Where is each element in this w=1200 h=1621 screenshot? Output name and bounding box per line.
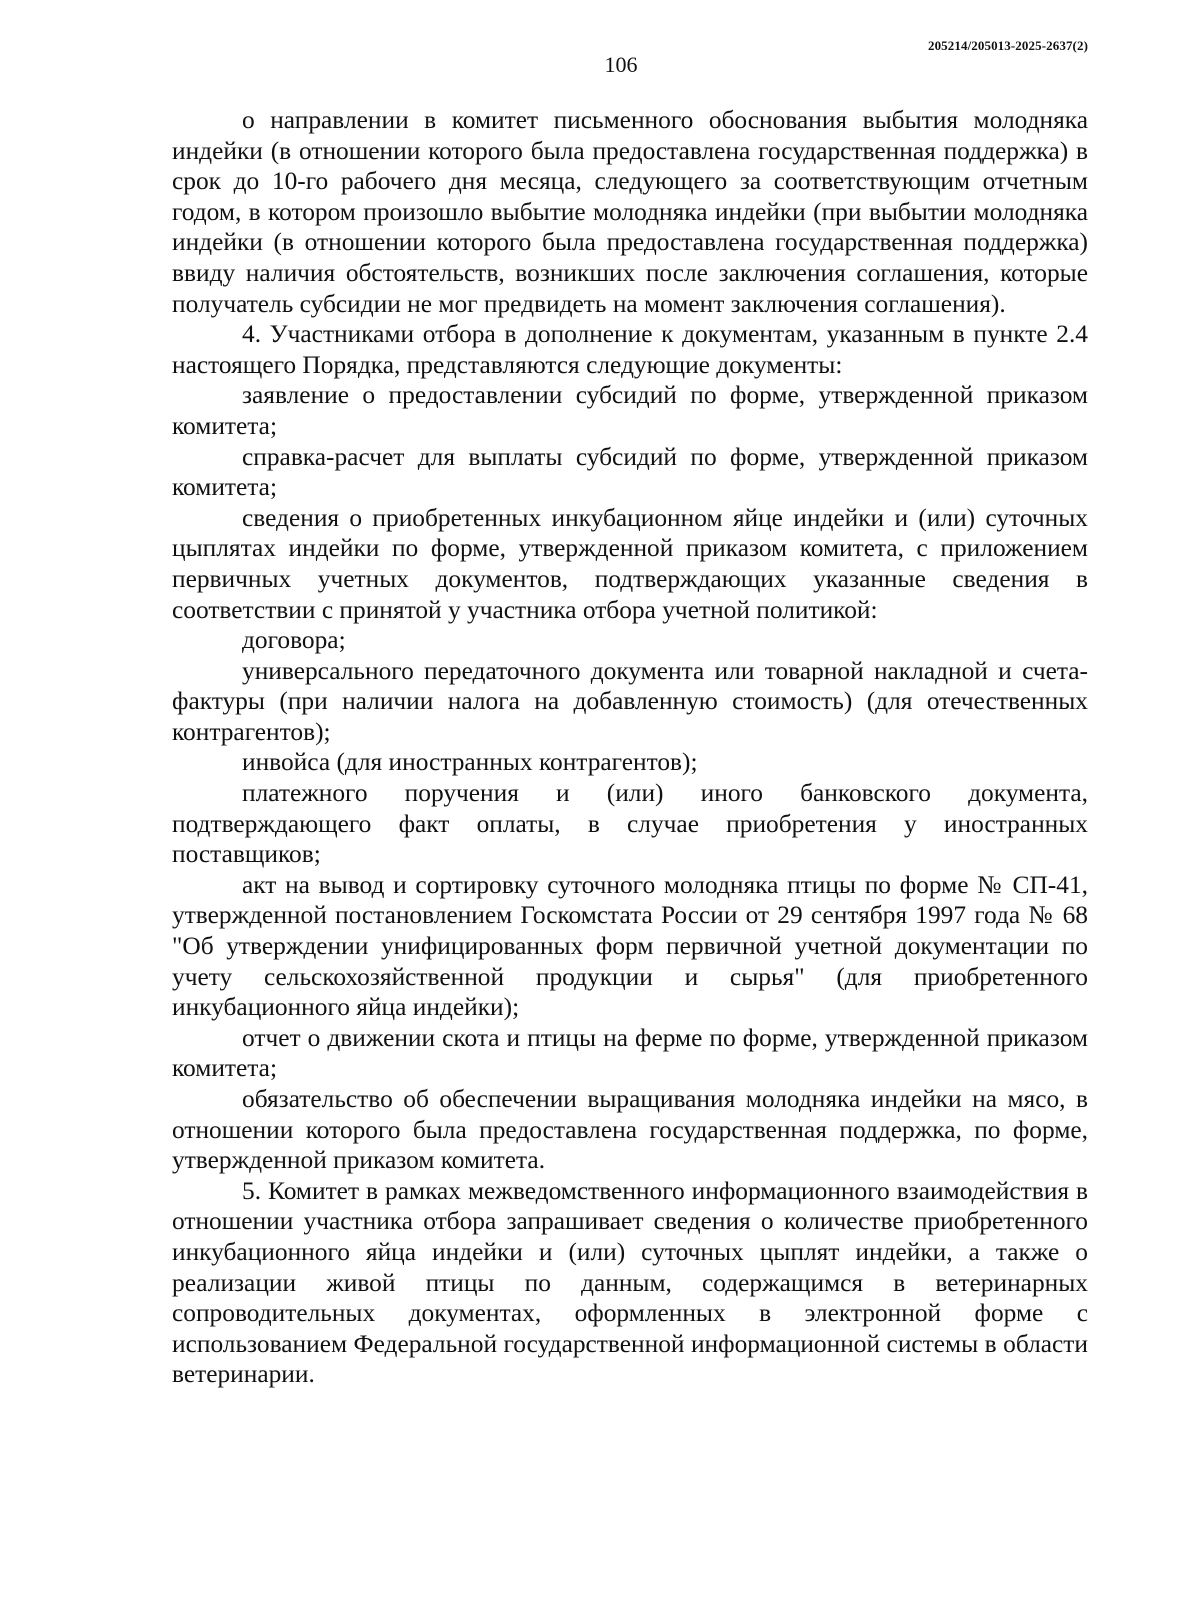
paragraph-transfer-document: универсального передаточного документа или товарной накладной и счета-фактуры (при наличии налога на добавленную стоимость) (для отечественных контрагентов); xyxy=(172,656,1088,746)
paragraph-item-5: 5. Комитет в рамках межведомственного информационного взаимодействия в отношении участника отбора запрашивает сведения о количестве приобретенного инкубационного яйца индейки и (или) суточных цыплят индейки, а также о реализации живой птицы по данным, содержащимся в ветеринарных сопроводительных документах, оформленных в электронной форме с использованием Федеральной государственной информационной системы в области ветеринарии. xyxy=(172,1176,1088,1389)
paragraph-continuation: о направлении в комитет письменного обоснования выбытия молодняка индейки (в отношении которого была предоставлена государственная поддержка) в срок до 10-го рабочего дня месяца, следующего за соответствующим отчетным годом, в котором произошло выбытие молодняка индейки (при выбытии молодняка индейки (в отношении которого была предоставлена государственная поддержка) ввиду наличия обстоятельств, возникших после заключения соглашения, которые получатель субсидии не мог предвидеть на момент заключения соглашения). xyxy=(172,106,1088,318)
paragraph-obligation: обязательство об обеспечении выращивания молодняка индейки на мясо, в отношении которого была предоставлена государственная поддержка, по форме, утвержденной приказом комитета. xyxy=(172,1085,1088,1175)
page-number: 106 xyxy=(604,52,638,77)
paragraph-contract: договора; xyxy=(242,626,346,655)
paragraph-sorting-act: акт на вывод и сортировку суточного молодняка птицы по форме № СП-41, утвержденной постановлением Госкомстата России от 29 сентября 1997 года № 68 "Об утверждении унифицированных форм первичной учетной документации по учету сельскохозяйственной продукции и сырья" (для приобретенного инкубационного яйца индейки); xyxy=(172,870,1088,1022)
paragraph-purchase-info: сведения о приобретенных инкубационном яйце индейки и (или) суточных цыплятах индейки по форме, утвержденной приказом комитета, с приложением первичных учетных документов, подтверждающих указанные сведения в соответствии с принятой у участника отбора учетной политикой: xyxy=(172,503,1088,624)
paragraph-application: заявление о предоставлении субсидий по форме, утвержденной приказом комитета; xyxy=(172,381,1088,440)
paragraph-calculation: справка-расчет для выплаты субсидий по форме, утвержденной приказом комитета; xyxy=(172,442,1088,502)
document-id: 205214/205013-2025-2637(2) xyxy=(927,38,1088,53)
paragraph-payment-order: платежного поручения и (или) иного банковского документа, подтверждающего факт оплаты, в случае приобретения у иностранных поставщиков; xyxy=(172,779,1088,869)
paragraph-invoice: инвойса (для иностранных контрагентов); xyxy=(242,748,698,777)
document-body xyxy=(172,105,1088,1390)
paragraph-livestock-report: отчет о движении скота и птицы на ферме по форме, утвержденной приказом комитета; xyxy=(172,1023,1088,1083)
paragraph-item-4: 4. Участниками отбора в дополнение к документам, указанным в пункте 2.4 настоящего Порядка, представляются следующие документы: xyxy=(172,320,1088,379)
